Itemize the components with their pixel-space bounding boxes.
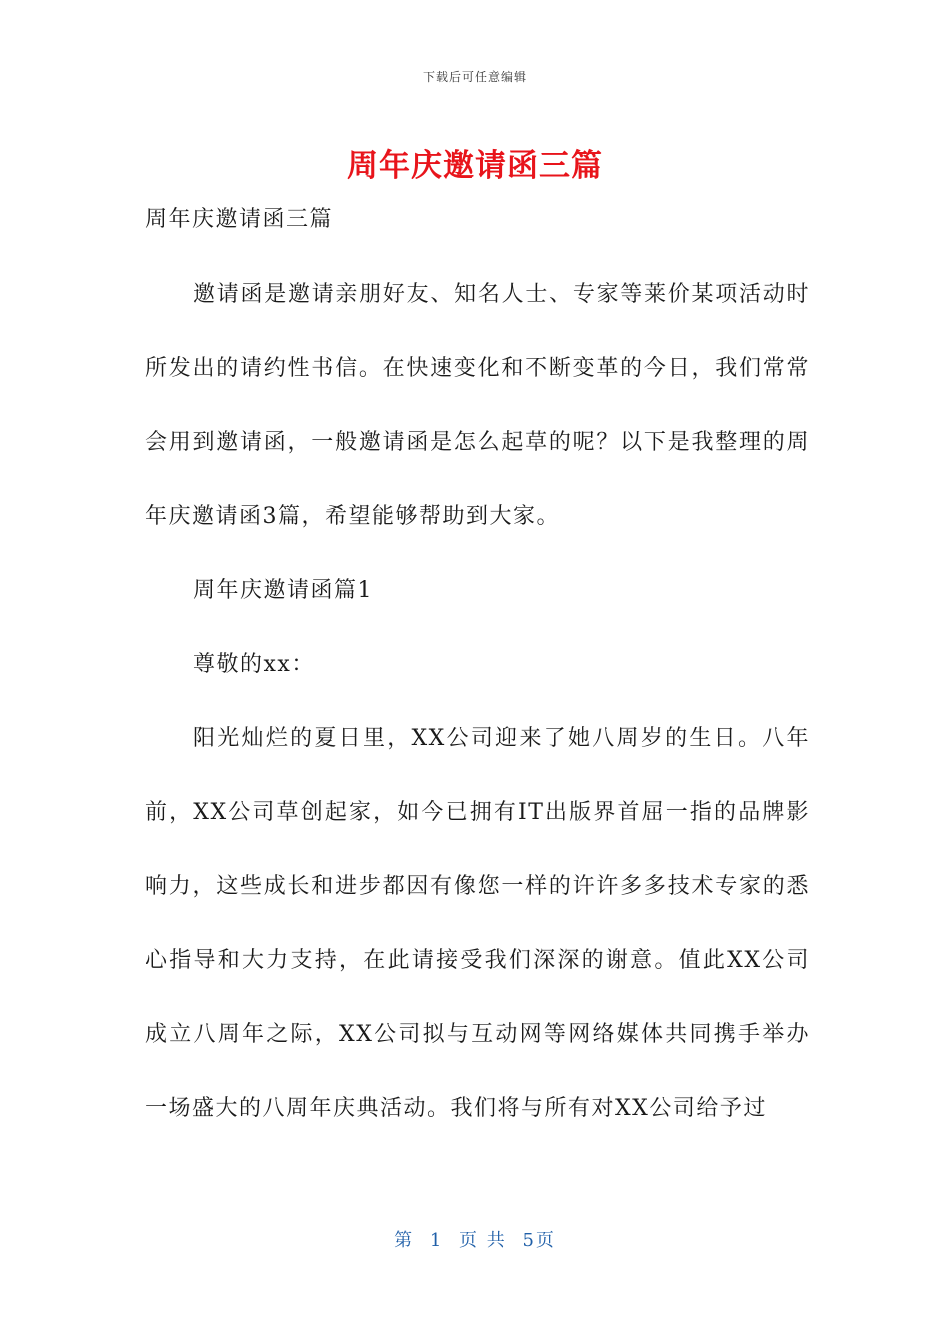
footer-prefix: 第 — [394, 1230, 415, 1251]
footer-middle: 页 共 — [459, 1230, 507, 1251]
document-body — [145, 196, 810, 1146]
paragraph-intro: 邀请函是邀请亲朋好友、知名人士、专家等莱价某项活动时所发出的请约性书信。在快速变化和不断变革的今日，我们常常会用到邀请函，一般邀请函是怎么起草的呢？以下是我整理的周年庆邀请函3篇，希望能够帮助到大家。 — [145, 282, 810, 529]
document-subtitle: 周年庆邀请函三篇 — [145, 207, 334, 232]
footer-total: 5页 — [522, 1230, 556, 1251]
salutation: 尊敬的xx： — [193, 652, 315, 677]
document-title: 周年庆邀请函三篇 — [347, 148, 603, 184]
section-heading: 周年庆邀请函篇1 — [193, 578, 373, 603]
footer-page-number: 1 — [429, 1230, 444, 1251]
paragraph-body: 阳光灿烂的夏日里，XX公司迎来了她八周岁的生日。八年前，XX公司草创起家，如今已拥有IT出版界首屈一指的品牌影响力，这些成长和进步都因有像您一样的许许多多技术专家的悉心指导和大力支持，在此请接受我们深深的谢意。值此XX公司成立八周年之际，XX公司拟与互动网等网络媒体共同携手举办一场盛大的八周年庆典活动。我们将与所有对XX公司给予过 — [145, 726, 810, 1121]
header-note: 下载后可任意编辑 — [422, 70, 527, 84]
page-footer — [0, 1226, 950, 1252]
